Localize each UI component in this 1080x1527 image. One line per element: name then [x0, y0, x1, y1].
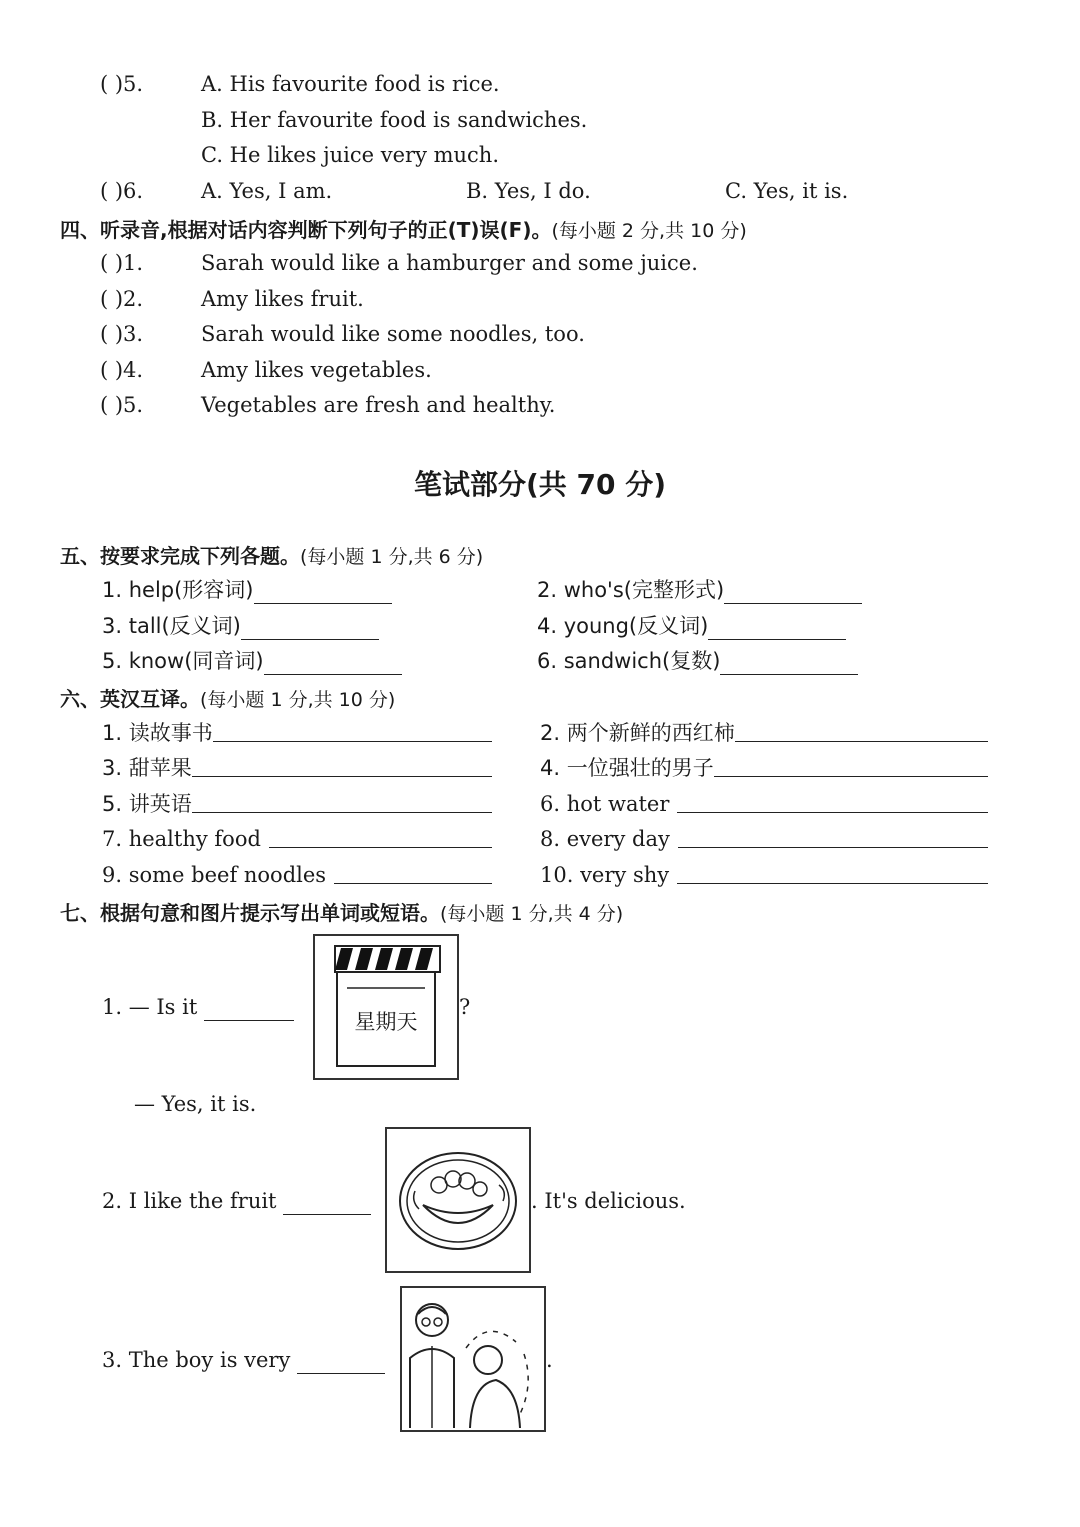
section6-score-note: (每小题 1 分,共 10 分) — [200, 689, 396, 711]
answer-blank[interactable] — [264, 652, 402, 675]
s7-q3 — [102, 1346, 385, 1374]
shy-boy-picture — [400, 1286, 546, 1432]
s7-q1-question-mark: ? — [459, 995, 471, 1019]
s5-item-1-text: 1. help(形容词) — [102, 578, 254, 602]
answer-blank[interactable] — [714, 754, 988, 777]
answer-blank[interactable] — [720, 652, 858, 675]
section7-heading — [60, 897, 623, 926]
s6-item-6-text: 6. hot water — [540, 792, 670, 816]
s6-item-3 — [102, 754, 492, 782]
section5-heading-text: 五、按要求完成下列各题。 — [60, 544, 300, 568]
s5-item-6-text: 6. sandwich(复数) — [537, 649, 721, 673]
section4-score-note: (每小题 2 分,共 10 分) — [551, 220, 747, 242]
s7-q3-text: 3. The boy is very — [102, 1348, 291, 1372]
s4-item-2-text: Amy likes fruit. — [201, 287, 364, 311]
s5-item-1 — [102, 576, 392, 604]
section6-heading — [60, 683, 395, 712]
fruit-picture — [385, 1127, 531, 1273]
s6-item-2 — [540, 719, 988, 747]
s5-item-4-text: 4. young(反义词) — [537, 614, 709, 638]
s4-item-5-text: Vegetables are fresh and healthy. — [201, 393, 556, 417]
s6-item-7-text: 7. healthy food — [102, 827, 261, 851]
answer-blank[interactable] — [204, 998, 294, 1021]
s5-item-6 — [537, 647, 858, 675]
answer-blank[interactable] — [678, 825, 988, 848]
answer-blank[interactable] — [283, 1192, 371, 1215]
q5-option-c: C. He likes juice very much. — [201, 143, 500, 167]
s4-item-3-number: ( )3. — [100, 322, 144, 346]
s4-item-1-number: ( )1. — [100, 251, 144, 275]
answer-blank[interactable] — [269, 825, 492, 848]
s6-item-5-text: 5. 讲英语 — [102, 792, 192, 816]
q5-option-a: A. His favourite food is rice. — [201, 72, 500, 96]
answer-blank[interactable] — [677, 861, 988, 884]
section5-heading — [60, 540, 483, 569]
s7-q2-tail: . It's delicious. — [531, 1189, 686, 1213]
s6-item-1-text: 1. 读故事书 — [102, 721, 213, 745]
s5-item-2-text: 2. who's(完整形式) — [537, 578, 725, 602]
answer-blank[interactable] — [254, 581, 392, 604]
answer-blank[interactable] — [297, 1351, 385, 1374]
section4-heading-text: 四、听录音,根据对话内容判断下列句子的正(T)误(F)。 — [60, 218, 552, 242]
s5-item-2 — [537, 576, 862, 604]
s6-item-8 — [540, 825, 988, 853]
shy-boy-icon — [402, 1288, 544, 1430]
answer-blank[interactable] — [735, 719, 988, 742]
s5-item-4 — [537, 612, 846, 640]
section6-heading-text: 六、英汉互译。 — [60, 687, 200, 711]
s4-item-3-text: Sarah would like some noodles, too. — [201, 322, 585, 346]
s5-item-3-text: 3. tall(反义词) — [102, 614, 241, 638]
s5-item-5 — [102, 647, 402, 675]
s6-item-3-text: 3. 甜苹果 — [102, 756, 192, 780]
s6-item-5 — [102, 790, 492, 818]
s6-item-6 — [540, 790, 988, 818]
answer-blank[interactable] — [241, 617, 379, 640]
q6-option-c: C. Yes, it is. — [725, 179, 849, 203]
answer-blank[interactable] — [708, 617, 846, 640]
q6-option-a: A. Yes, I am. — [201, 179, 333, 203]
answer-blank[interactable] — [192, 754, 492, 777]
q6-number: ( )6. — [100, 179, 144, 203]
s4-item-4-text: Amy likes vegetables. — [201, 358, 432, 382]
written-part-title: 笔试部分(共 70 分) — [413, 468, 667, 501]
s5-item-5-text: 5. know(同音词) — [102, 649, 264, 673]
answer-blank[interactable] — [677, 790, 988, 813]
q5-option-b: B. Her favourite food is sandwiches. — [201, 108, 588, 132]
section5-score-note: (每小题 1 分,共 6 分) — [300, 546, 484, 568]
s6-item-10-text: 10. very shy — [540, 863, 670, 887]
s4-item-5-number: ( )5. — [100, 393, 144, 417]
s6-item-8-text: 8. every day — [540, 827, 670, 851]
answer-blank[interactable] — [213, 719, 492, 742]
s6-item-4 — [540, 754, 988, 782]
s6-item-1 — [102, 719, 492, 747]
s6-item-4-text: 4. 一位强壮的男子 — [540, 756, 714, 780]
s7-q1-text: 1. — Is it — [102, 995, 198, 1019]
s7-q2 — [102, 1187, 371, 1215]
s6-item-9-text: 9. some beef noodles — [102, 863, 327, 887]
answer-blank[interactable] — [192, 790, 492, 813]
section4-heading — [60, 214, 747, 243]
section7-score-note: (每小题 1 分,共 4 分) — [440, 903, 624, 925]
s6-item-2-text: 2. 两个新鲜的西红柿 — [540, 721, 735, 745]
s7-q1 — [102, 993, 294, 1021]
s4-item-1-text: Sarah would like a hamburger and some juice. — [201, 251, 698, 275]
answer-blank[interactable] — [724, 581, 862, 604]
q5-number: ( )5. — [100, 72, 144, 96]
s6-item-9 — [102, 861, 492, 889]
s4-item-2-number: ( )2. — [100, 287, 144, 311]
s6-item-7 — [102, 825, 492, 853]
section7-heading-text: 七、根据句意和图片提示写出单词或短语。 — [60, 901, 440, 925]
sunday-sign-label: 星期天 — [354, 1010, 418, 1034]
s7-q2-text: 2. I like the fruit — [102, 1189, 277, 1213]
fruit-plate-icon — [387, 1129, 529, 1271]
s7-q3-tail: . — [546, 1348, 553, 1372]
answer-blank[interactable] — [334, 861, 492, 884]
s7-q1-answer: — Yes, it is. — [134, 1092, 257, 1116]
q6-option-b: B. Yes, I do. — [466, 179, 591, 203]
s4-item-4-number: ( )4. — [100, 358, 144, 382]
s6-item-10 — [540, 861, 988, 889]
s5-item-3 — [102, 612, 379, 640]
